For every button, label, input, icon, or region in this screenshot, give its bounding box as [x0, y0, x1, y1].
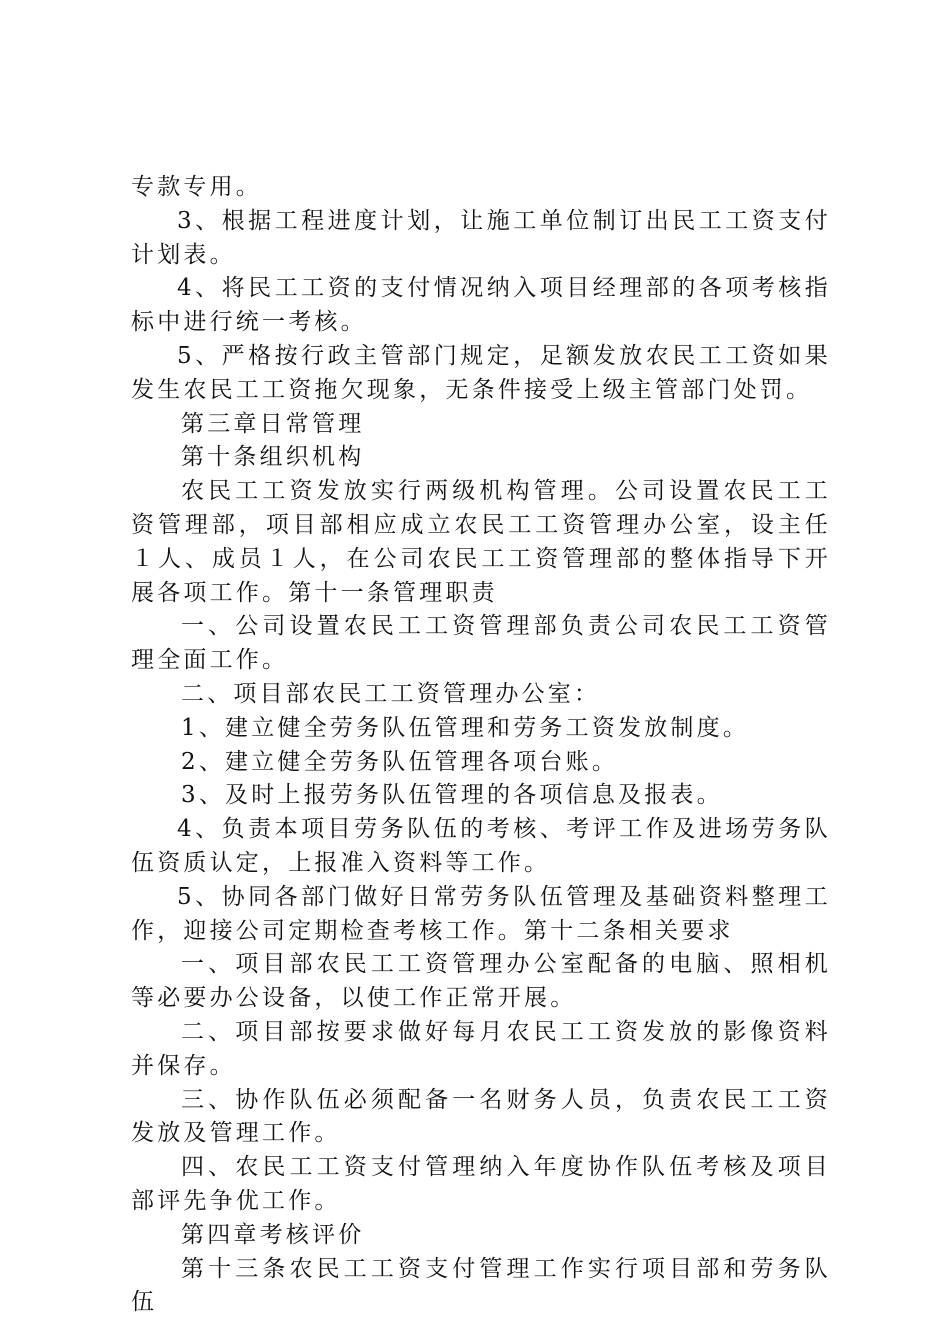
paragraph: 二、项目部农民工工资管理办公室：	[181, 680, 601, 707]
article-heading: 第十条组织机构	[181, 444, 365, 471]
list-item: 2、建立健全劳务队伍管理各项台账。	[181, 748, 619, 775]
paragraph: 一、公司设置农民工工资管理部负责公司农民工工资管理全面工作。	[131, 613, 831, 674]
chapter-heading: 第三章日常管理	[181, 410, 365, 437]
paragraph: 4、将民工工资的支付情况纳入项目经理部的各项考核指标中进行统一考核。	[131, 275, 831, 336]
paragraph: 二、项目部按要求做好每月农民工工资发放的影像资料并保存。	[131, 1018, 831, 1079]
document-body	[131, 171, 831, 1320]
list-item: 4、负责本项目劳务队伍的考核、考评工作及进场劳务队伍资质认定，上报准入资料等工作。	[131, 816, 831, 876]
paragraph: 一、项目部农民工工资管理办公室配备的电脑、照相机等必要办公设备，以使工作正常开展。	[131, 951, 831, 1012]
list-item: 5、协同各部门做好日常劳务队伍管理及基础资料整理工作，迎接公司定期检查考核工作。第十二条相关要求	[131, 883, 831, 944]
paragraph: 三、协作队伍必须配备一名财务人员，负责农民工工资发放及管理工作。	[131, 1086, 831, 1147]
paragraph: 四、农民工工资支付管理纳入年度协作队伍考核及项目部评先争优工作。	[131, 1154, 831, 1214]
paragraph: 农民工工资发放实行两级机构管理。公司设置农民工工资管理部，项目部相应成立农民工工资管理办公室，设主任１人、成员１人，在公司农民工工资管理部的整体指导下开展各项工作。第十一条管理职责	[131, 478, 831, 606]
paragraph: 3、根据工程进度计划，让施工单位制订出民工工资支付计划表。	[131, 207, 831, 268]
list-item: 3、及时上报劳务队伍管理的各项信息及报表。	[181, 782, 723, 809]
list-item: 1、建立健全劳务队伍管理和劳务工资发放制度。	[181, 714, 750, 741]
chapter-heading: 第四章考核评价	[181, 1221, 365, 1248]
paragraph: 专款专用。	[131, 174, 262, 200]
paragraph: 5、严格按行政主管部门规定，足额发放农民工工资如果发生农民工工资拖欠现象，无条件接受上级主管部门处罚。	[131, 342, 831, 403]
article-heading: 第十三条农民工工资支付管理工作实行项目部和劳务队伍	[131, 1255, 831, 1316]
